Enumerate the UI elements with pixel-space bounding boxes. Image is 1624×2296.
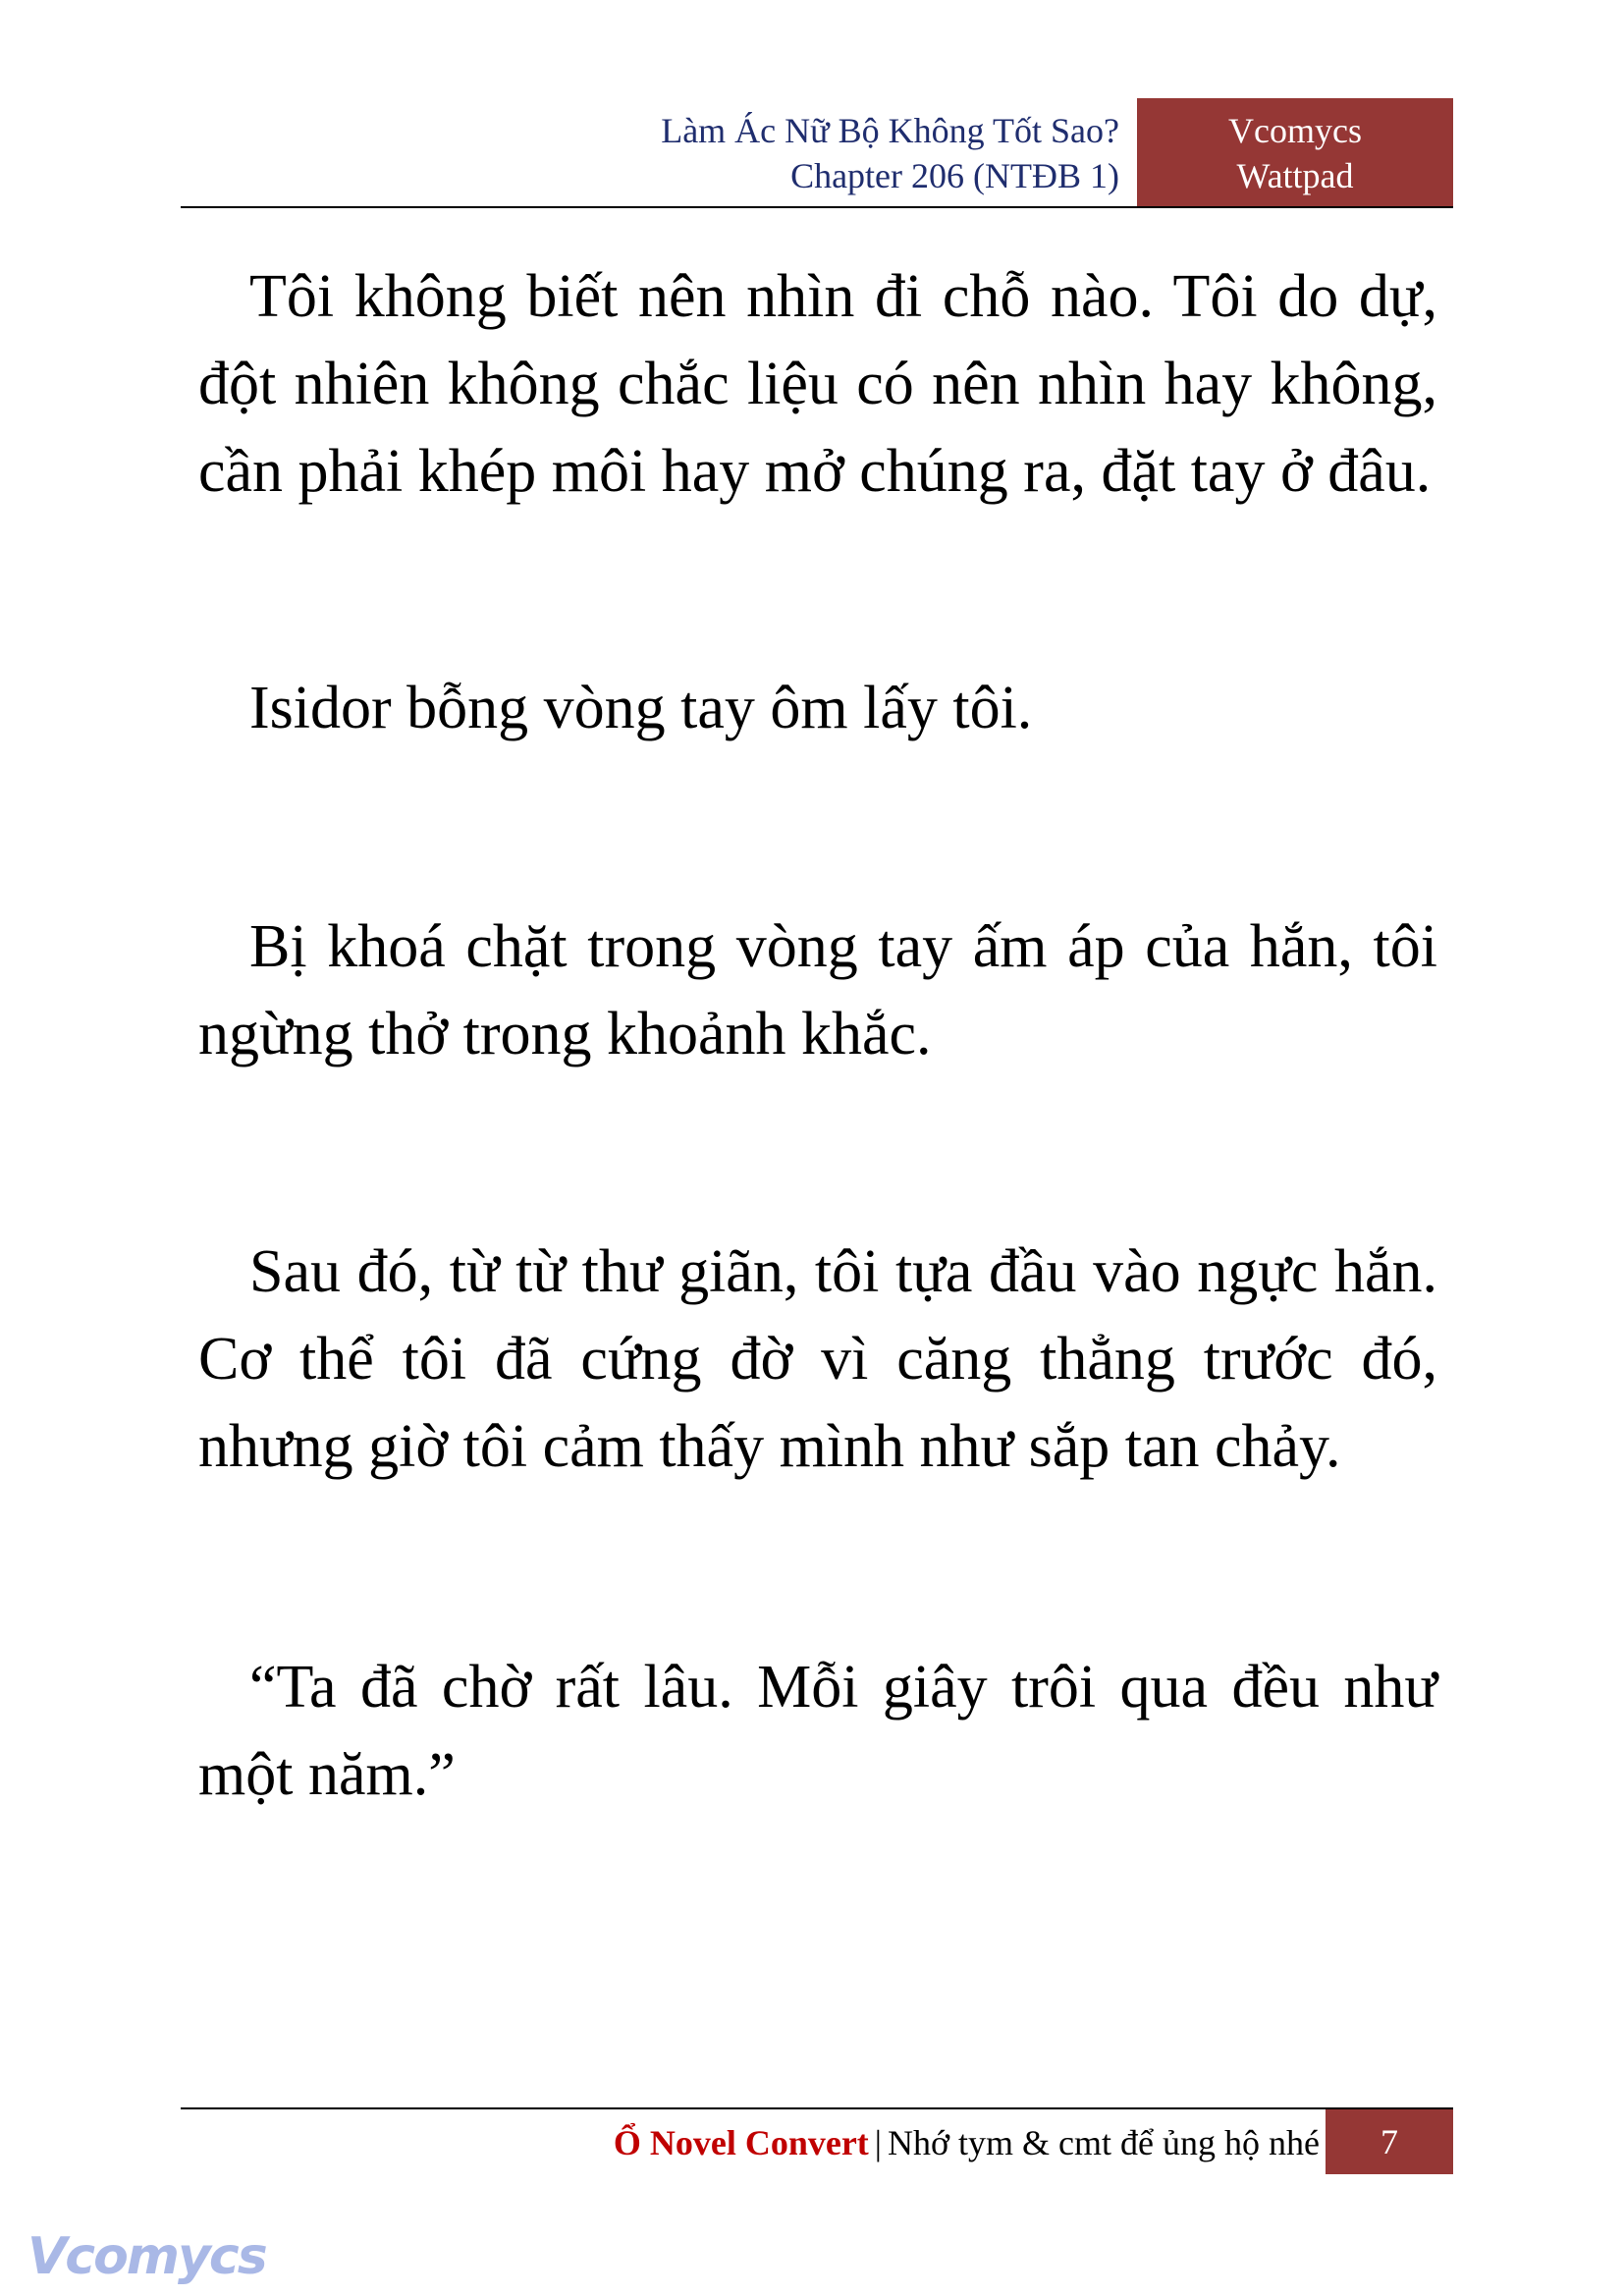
- paragraph: Tôi không biết nên nhìn đi chỗ nào. Tôi do dự, đột nhiên không chắc liệu có nên nhìn hay không, cần phải khép môi hay mở chúng ra, đặt tay ở đâu.: [198, 263, 1437, 505]
- footer-brand: Ổ Novel Convert: [613, 2123, 869, 2162]
- paragraph: “Ta đã chờ rất lâu. Mỗi giây trôi qua đều như một năm.”: [198, 1654, 1437, 1808]
- page-header: [181, 98, 1453, 208]
- source-name: Vcomycs: [1228, 111, 1362, 150]
- paragraph: Bị khoá chặt trong vòng tay ấm áp của hắn, tôi ngừng thở trong khoảnh khắc.: [198, 913, 1437, 1067]
- paragraph: Sau đó, từ từ thư giãn, tôi tựa đầu vào ngực hắn. Cơ thể tôi đã cứng đờ vì căng thẳng trước đó, nhưng giờ tôi cảm thấy mình như sắp tan chảy.: [198, 1238, 1437, 1480]
- source-platform: Wattpad: [1236, 156, 1354, 195]
- footer-text: [614, 2121, 1320, 2164]
- header-divider: [181, 206, 1453, 208]
- footer-note: Nhớ tym & cmt để ủng hộ nhé: [888, 2123, 1320, 2162]
- header-source-box: [1137, 98, 1453, 206]
- page-footer: [181, 2109, 1453, 2174]
- watermark-text: Vcomycs: [27, 2227, 266, 2286]
- book-title: Làm Ác Nữ Bộ Không Tốt Sao?: [661, 111, 1119, 150]
- page-body: [198, 253, 1437, 1819]
- watermark-logo: [27, 2227, 266, 2286]
- page-number: 7: [1326, 2109, 1453, 2174]
- paragraph: Isidor bỗng vòng tay ôm lấy tôi.: [249, 675, 1033, 741]
- chapter-title: Chapter 206 (NTĐB 1): [790, 156, 1119, 195]
- footer-separator: |: [874, 2123, 883, 2162]
- header-title: [661, 108, 1119, 198]
